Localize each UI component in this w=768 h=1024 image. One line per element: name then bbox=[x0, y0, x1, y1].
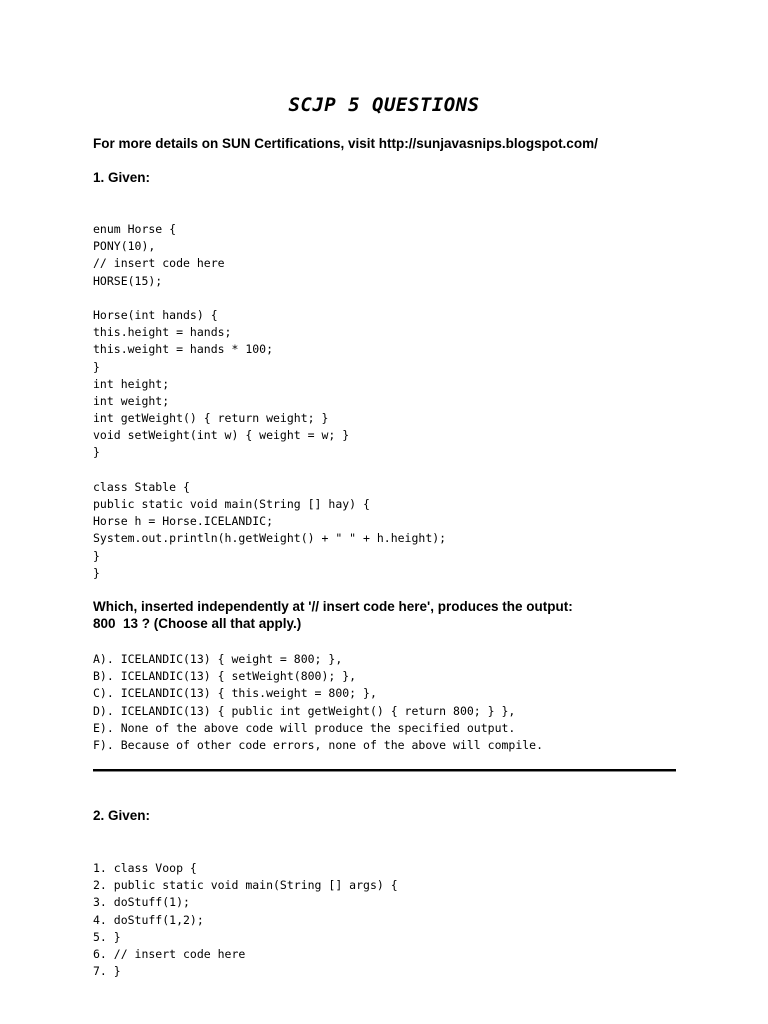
code-line bbox=[93, 462, 446, 479]
code-line: // insert code here bbox=[93, 256, 225, 271]
code-line: class Stable { bbox=[93, 479, 190, 494]
code-line: this.height = hands; bbox=[93, 325, 232, 340]
code-line: 2. public static void main(String [] args) { bbox=[93, 878, 398, 893]
code-line: HORSE(15); bbox=[93, 273, 163, 288]
code-line: int height; bbox=[93, 376, 170, 391]
code-line: 3. doStuff(1); bbox=[93, 895, 190, 910]
question-2-code-block bbox=[93, 860, 398, 980]
question-1-options bbox=[93, 651, 543, 754]
code-line: PONY(10), bbox=[93, 239, 156, 254]
question-1-prompt-line-1: Which, inserted independently at '// insert code here', produces the output: bbox=[93, 599, 573, 614]
code-line bbox=[93, 290, 446, 307]
code-line: } bbox=[93, 445, 100, 460]
answer-option: F). Because of other code errors, none of the above will compile. bbox=[93, 737, 544, 752]
code-line: this.weight = hands * 100; bbox=[93, 342, 274, 357]
code-line: } bbox=[93, 359, 100, 374]
page-title: SCJP 5 QUESTIONS bbox=[288, 94, 480, 116]
question-1-heading: 1. Given: bbox=[93, 170, 151, 185]
answer-option: A). ICELANDIC(13) { weight = 800; }, bbox=[93, 652, 343, 666]
code-line: 6. // insert code here bbox=[93, 946, 246, 961]
answer-option: D). ICELANDIC(13) { public int getWeight() { return 800; } }, bbox=[93, 703, 516, 718]
code-line: 4. doStuff(1,2); bbox=[93, 912, 204, 927]
code-line: } bbox=[93, 565, 100, 580]
intro-text: For more details on SUN Certifications, visit http://sunjavasnips.blogspot.com/ bbox=[93, 136, 598, 151]
code-line: } bbox=[93, 548, 100, 563]
answer-option: C). ICELANDIC(13) { this.weight = 800; }, bbox=[93, 686, 377, 701]
code-line: public static void main(String [] hay) { bbox=[93, 497, 370, 511]
answer-option: E). None of the above code will produce the specified output. bbox=[93, 720, 516, 735]
code-line: 5. } bbox=[93, 929, 121, 944]
code-line: int weight; bbox=[93, 393, 170, 408]
code-line: Horse(int hands) { bbox=[93, 307, 218, 322]
question-1-code-block bbox=[93, 221, 446, 582]
code-line: enum Horse { bbox=[93, 222, 177, 236]
answer-option: B). ICELANDIC(13) { setWeight(800); }, bbox=[93, 669, 357, 684]
code-line: System.out.println(h.getWeight() + " " + h.height); bbox=[93, 531, 447, 546]
question-2-heading: 2. Given: bbox=[93, 808, 151, 823]
code-line: int getWeight() { return weight; } bbox=[93, 411, 329, 426]
code-line: 1. class Voop { bbox=[93, 861, 197, 875]
code-line: 7. } bbox=[93, 964, 121, 979]
code-line: void setWeight(int w) { weight = w; } bbox=[93, 428, 350, 443]
code-line: Horse h = Horse.ICELANDIC; bbox=[93, 514, 274, 529]
section-divider bbox=[93, 769, 676, 772]
question-1-prompt-line-2: 800 13 ? (Choose all that apply.) bbox=[93, 616, 302, 631]
